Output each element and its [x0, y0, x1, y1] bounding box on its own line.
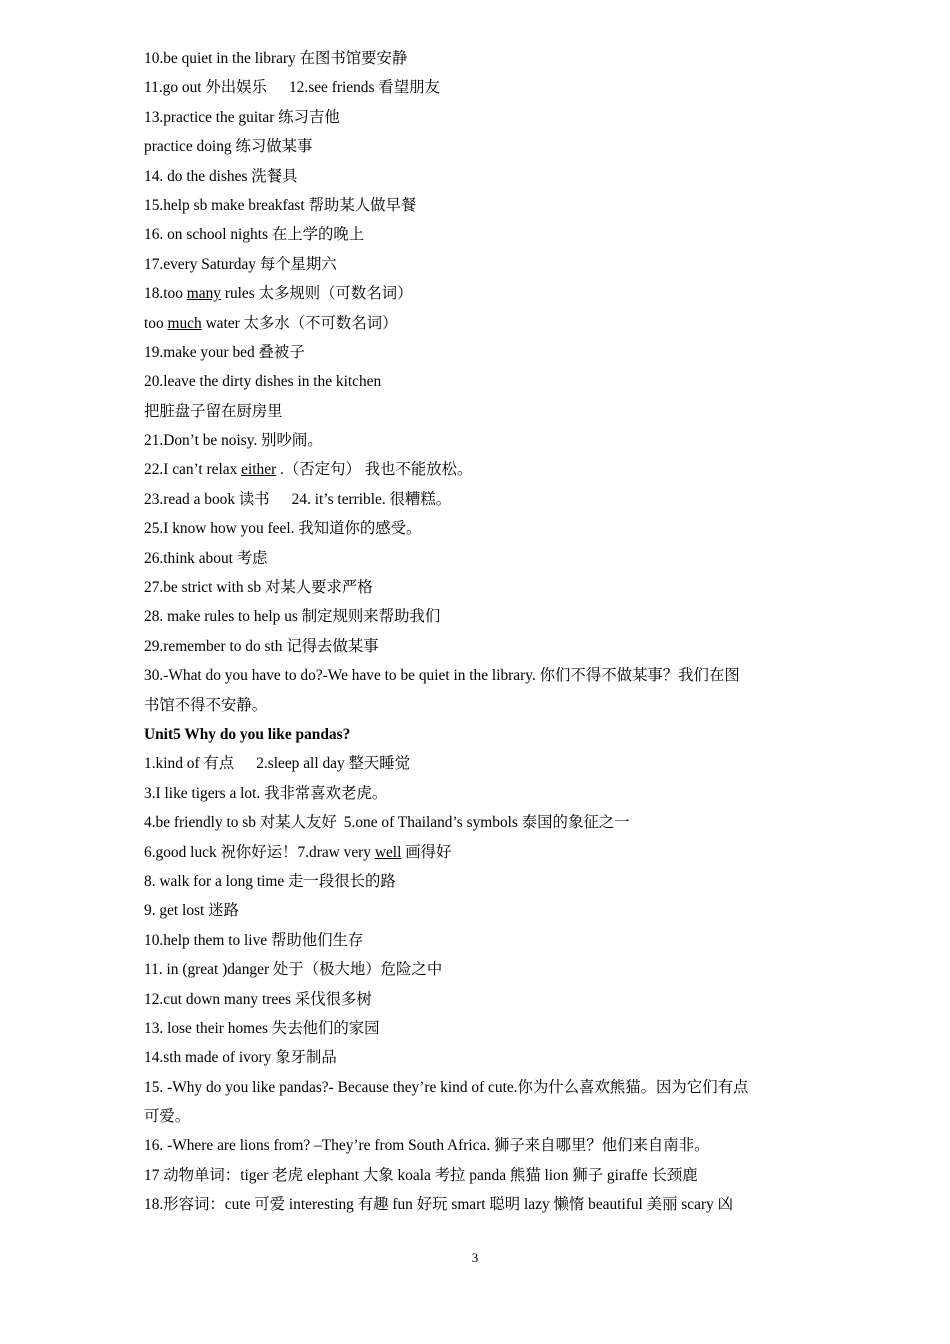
underlined-word: either [241, 461, 277, 479]
text-line: 16. -Where are lions from? –They’re from South Africa. 狮子来自哪里？他们来自南非。 [144, 1137, 710, 1155]
text-segment: 1.kind of 有点 [144, 755, 235, 773]
text-segment: 2.sleep all day 整天睡觉 [256, 755, 411, 773]
text-line [144, 455, 814, 484]
text-segment: 画得好 [401, 843, 452, 861]
text-segment: 11.go out 外出娱乐 [144, 79, 267, 97]
text-line: 26.think about 考虑 [144, 549, 268, 567]
text-line: practice doing 练习做某事 [144, 138, 313, 156]
page-number: 3 [471, 1250, 479, 1265]
text-line: 10.help them to live 帮助他们生存 [144, 931, 364, 949]
text-segment: 6.good luck 祝你好运！ [144, 843, 298, 861]
text-line: 11. in (great )danger 处于（极大地）危险之中 [144, 961, 443, 979]
text-line: 3.I like tigers a lot. 我非常喜欢老虎。 [144, 784, 388, 802]
text-segment: too [144, 314, 168, 332]
text-line: 12.cut down many trees 采伐很多树 [144, 990, 372, 1008]
text-segment: water 太多水（不可数名词） [201, 314, 398, 332]
text-line [144, 309, 814, 338]
text-segment: 12.see friends 看望朋友 [288, 79, 440, 97]
unit-heading: Unit5 Why do you like pandas? [144, 725, 351, 743]
underlined-word: many [186, 285, 221, 303]
text-segment: 5.one of Thailand’s symbols 泰国的象征之一 [343, 814, 630, 832]
text-line: 13.practice the guitar 练习吉他 [144, 108, 340, 126]
text-line: 17 动物单词：tiger 老虎 elephant 大象 koala 考拉 panda 熊猫 lion 狮子 giraffe 长颈鹿 [144, 1166, 698, 1184]
text-segment: 23.read a book 读书 [144, 490, 270, 508]
text-segment: 4.be friendly to sb 对某人友好 [144, 814, 337, 832]
text-segment: .（否定句） 我也不能放松。 [276, 461, 473, 479]
text-line: 9. get lost 迷路 [144, 902, 239, 920]
text-line: 16. on school nights 在上学的晚上 [144, 226, 365, 244]
underlined-word: well [374, 843, 402, 861]
text-line [144, 279, 814, 308]
text-line: 13. lose their homes 失去他们的家园 [144, 1019, 380, 1037]
text-segment: rules 太多规则（可数名词） [220, 285, 413, 303]
text-line [144, 749, 814, 778]
text-line: 10.be quiet in the library 在图书馆要安静 [144, 50, 408, 67]
text-line: 28. make rules to help us 制定规则来帮助我们 [144, 608, 441, 626]
text-segment: 7.draw very [297, 843, 375, 861]
text-line [144, 808, 814, 837]
text-line: 书馆不得不安静。 [144, 696, 268, 714]
text-segment: 22.I can’t relax [144, 461, 242, 479]
text-line: 15. -Why do you like pandas?- Because they’re kind of cute.你为什么喜欢熊猫。因为它们有点 [144, 1078, 749, 1096]
text-line: 20.leave the dirty dishes in the kitchen [144, 373, 382, 391]
text-line [144, 73, 814, 102]
text-line: 29.remember to do sth 记得去做某事 [144, 637, 379, 655]
text-line [144, 838, 814, 867]
text-line: 15.help sb make breakfast 帮助某人做早餐 [144, 196, 417, 214]
text-line: 19.make your bed 叠被子 [144, 343, 305, 361]
document-page [144, 44, 814, 1220]
underlined-word: much [167, 314, 202, 332]
text-line: 27.be strict with sb 对某人要求严格 [144, 579, 373, 597]
text-line: 17.every Saturday 每个星期六 [144, 255, 337, 273]
text-line: 14. do the dishes 洗餐具 [144, 167, 298, 185]
text-segment: 18.too [144, 285, 187, 303]
text-line: 14.sth made of ivory 象牙制品 [144, 1049, 337, 1067]
text-line: 30.-What do you have to do?-We have to be quiet in the library. 你们不得不做某事？我们在图 [144, 667, 740, 685]
text-line: 18.形容词：cute 可爱 interesting 有趣 fun 好玩 smart 聪明 lazy 懒惰 beautiful 美丽 scary 凶 [144, 1196, 734, 1214]
text-line: 可爱。 [144, 1108, 191, 1126]
text-line: 21.Don’t be noisy. 别吵闹。 [144, 432, 323, 450]
text-line: 把脏盘子留在厨房里 [144, 402, 283, 420]
text-line [144, 485, 814, 514]
text-line: 8. walk for a long time 走一段很长的路 [144, 872, 396, 890]
text-line: 25.I know how you feel. 我知道你的感受。 [144, 520, 422, 538]
text-segment: 24. it’s terrible. 很糟糕。 [291, 490, 452, 508]
